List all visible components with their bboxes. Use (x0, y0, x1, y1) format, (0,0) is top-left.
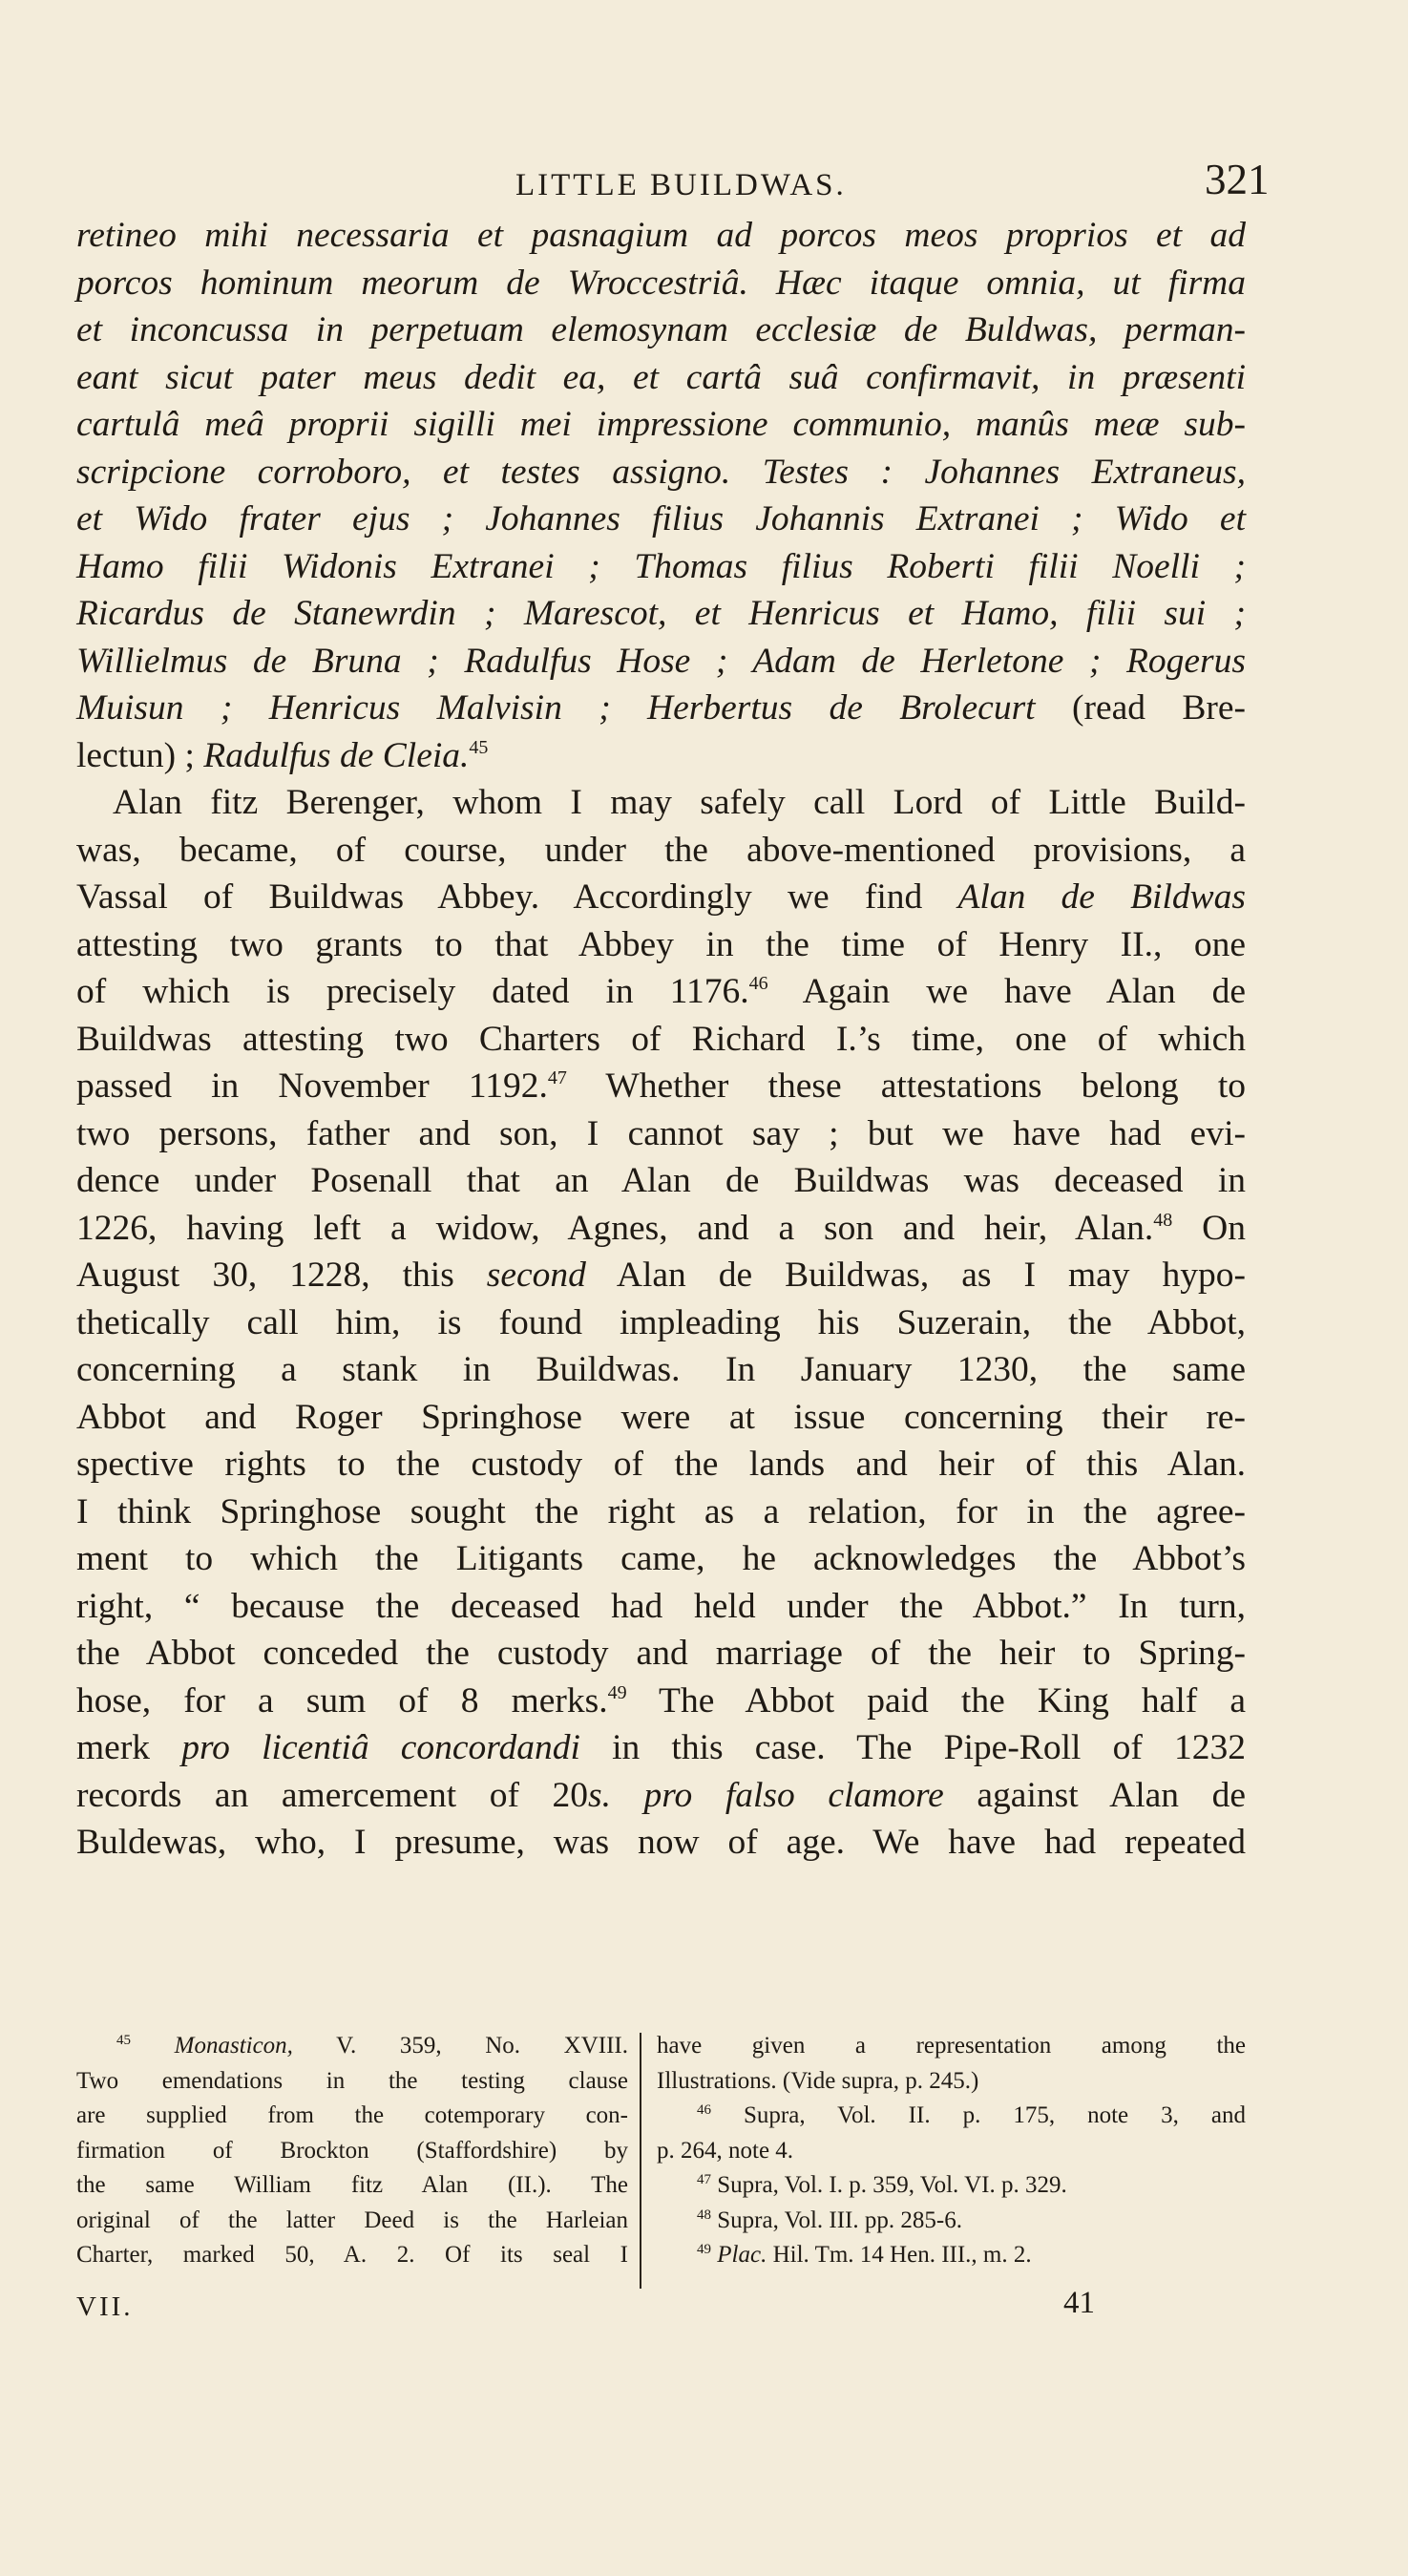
text-run: (read Bre- (1035, 688, 1246, 728)
footnote-number: 49 (697, 2242, 711, 2257)
text-line (76, 968, 1246, 1016)
text-line: Ricardus de Stanewrdin ; Marescot, et Henricus et Hamo, filii sui ; (76, 594, 1246, 633)
text-line: Buildwas attesting two Charters of Richard I.’s time, one of which (76, 1019, 1246, 1059)
footnote-line (76, 2029, 628, 2064)
text-run: Vassal of Buildwas Abbey. Accordingly we find (76, 877, 958, 917)
footnote-ref: 45 (469, 736, 489, 758)
sheet-number: 41 (1063, 2286, 1095, 2320)
italic-run: pro licentiâ concordandi (181, 1728, 580, 1767)
footnote-line: the same William fitz Alan (II.). The (76, 2172, 628, 2198)
text-line: porcos hominum meorum de Wroccestriâ. Hæc itaque omnia, ut firma (76, 263, 1246, 303)
text-line (76, 685, 1246, 732)
footnotes (76, 2029, 1246, 2296)
italic-run: pro falso clamore (643, 1775, 944, 1815)
footnote-line: original of the latter Deed is the Harleian (76, 2206, 628, 2233)
footnote-ref: 47 (547, 1067, 567, 1088)
text-run: Supra, Vol. II. p. 175, note 3, and (711, 2102, 1246, 2128)
text-line: attesting two grants to that Abbey in the time of Henry II., one (76, 924, 1246, 964)
text-run (611, 1776, 644, 1815)
italic-run: Radulfus de Cleia. (203, 735, 470, 775)
text-run: The Abbot paid the King half a (626, 1680, 1246, 1721)
text-line: right, “ because the deceased had held under the Abbot.” In turn, (76, 1586, 1246, 1626)
text-run: of which is precisely dated in 1176. (76, 972, 749, 1011)
footnote-line: firmation of Brockton (Staffordshire) by (76, 2137, 628, 2164)
page-number: 321 (1205, 156, 1270, 203)
footnote-number: 47 (697, 2172, 711, 2187)
text-run: Whether these attestations belong to (566, 1066, 1246, 1106)
footnote-ref: 48 (1153, 1209, 1173, 1231)
text-run: Again we have Alan de (767, 972, 1247, 1011)
running-title: LITTLE BUILDWAS. (515, 168, 847, 202)
text-line: Abbot and Roger Springhose were at issue concerning their re- (76, 1397, 1246, 1437)
italic-run: Alan de Bildwas (957, 877, 1246, 917)
text-run: V. 359, No. XVIII. (292, 2033, 628, 2059)
footnotes-right-column (657, 2029, 1246, 2273)
body-text (76, 212, 1246, 1867)
footnote-line: p. 264, note 4. (657, 2137, 794, 2164)
text-line: ment to which the Litigants came, he acknowledges the Abbot’s (76, 1539, 1246, 1578)
text-line: cartulâ meâ proprii sigilli mei impressione communio, manûs meæ sub- (76, 405, 1246, 444)
text-run: lectun) ; (76, 735, 204, 775)
footnote-ref: 46 (748, 973, 768, 994)
footnote-line: Two emendations in the testing clause (76, 2067, 628, 2094)
footnote-ref: 49 (607, 1681, 627, 1703)
text-line: spective rights to the custody of the lands and heir of this Alan. (76, 1445, 1246, 1484)
footnote-number: 45 (116, 2033, 131, 2048)
signature-mark: VII. (76, 2291, 134, 2322)
text-run: Alan de Buildwas, as I may hypo- (585, 1256, 1246, 1295)
text-line: the Abbot conceded the custody and marriage of the heir to Spring- (76, 1634, 1246, 1673)
column-divider (640, 2033, 641, 2289)
page-header (0, 151, 1408, 208)
text-line: two persons, father and son, I cannot say ; but we have had evi- (76, 1113, 1246, 1153)
footnote-line (657, 2204, 1246, 2239)
text-run: On (1172, 1208, 1246, 1248)
text-run: hose, for a sum of 8 merks. (76, 1680, 608, 1721)
text-line (76, 1772, 1246, 1820)
footnote-line: Illustrations. (Vide supra, p. 245.) (657, 2067, 979, 2094)
text-line: scripcione corroboro, et testes assigno. Testes : Johannes Extraneus, (76, 452, 1246, 492)
text-line: Willielmus de Bruna ; Radulfus Hose ; Adam de Herletone ; Rogerus (76, 641, 1246, 681)
footnote-number: 46 (697, 2102, 711, 2118)
text-run: passed in November 1192. (76, 1066, 548, 1106)
text-line (76, 1252, 1246, 1299)
text-line: retineo mihi necessaria et pasnagium ad porcos meos proprios et ad (76, 216, 1246, 255)
text-line: Hamo filii Widonis Extranei ; Thomas filius Roberti filii Noelli ; (76, 546, 1246, 586)
text-line (76, 1205, 1246, 1253)
text-line (76, 874, 1246, 921)
text-run: in this case. The Pipe-Roll of 1232 (579, 1728, 1246, 1767)
text-line: Alan fitz Berenger, whom I may safely call Lord of Little Build- (113, 783, 1246, 822)
text-line: eant sicut pater meus dedit ea, et cartâ suâ confirmavit, in præsenti (76, 357, 1246, 397)
text-line: was, became, of course, under the above-mentioned provisions, a (76, 830, 1246, 870)
text-line: Buldewas, who, I presume, was now of age. We have had repeated (76, 1823, 1246, 1862)
text-line: thetically call him, is found impleading his Suzerain, the Abbot, (76, 1302, 1246, 1342)
text-run: against Alan de (943, 1775, 1246, 1815)
text-line (76, 732, 1246, 780)
footnote-line: are supplied from the cotemporary con- (76, 2102, 628, 2128)
text-run: Hil. Tm. 14 Hen. III., m. 2. (767, 2242, 1032, 2268)
text-line (76, 1724, 1246, 1772)
text-line: et Wido frater ejus ; Johannes filius Johannis Extranei ; Wido et (76, 499, 1246, 538)
italic-run: second (486, 1256, 586, 1295)
text-line: dence under Posenall that an Alan de Buildwas was deceased in (76, 1161, 1246, 1200)
footnotes-left-column (76, 2029, 628, 2273)
text-line: et inconcussa in perpetuam elemosynam ecclesiæ de Buldwas, perman- (76, 310, 1246, 349)
text-run: 1226, having left a widow, Agnes, and a son and heir, Alan. (76, 1208, 1154, 1248)
italic-run: Monasticon, (174, 2033, 293, 2059)
footnote-line (657, 2099, 1246, 2134)
footnote-number: 48 (697, 2206, 711, 2223)
text-run: Supra, Vol. I. p. 359, Vol. VI. p. 329. (711, 2172, 1067, 2198)
text-run: August 30, 1228, this (76, 1256, 487, 1295)
italic-run: s. (588, 1775, 611, 1815)
footnote-line (657, 2238, 1246, 2273)
text-line (76, 1678, 1246, 1725)
footnote-line: Charter, marked 50, A. 2. Of its seal I (76, 2242, 628, 2268)
italic-run: Plac. (717, 2242, 767, 2268)
text-run: Supra, Vol. III. pp. 285-6. (711, 2206, 962, 2233)
footnote-line: have given a representation among the (657, 2033, 1246, 2059)
text-run: records an amercement of 20 (76, 1775, 588, 1815)
footnote-line (657, 2168, 1246, 2204)
text-line: concerning a stank in Buildwas. In January 1230, the same (76, 1350, 1246, 1389)
text-run: merk (76, 1728, 182, 1767)
text-line: I think Springhose sought the right as a relation, for in the agree- (76, 1491, 1246, 1531)
italic-run: Muisun ; Henricus Malvisin ; Herbertus de Brolecurt (76, 688, 1036, 728)
text-line (76, 1063, 1246, 1110)
